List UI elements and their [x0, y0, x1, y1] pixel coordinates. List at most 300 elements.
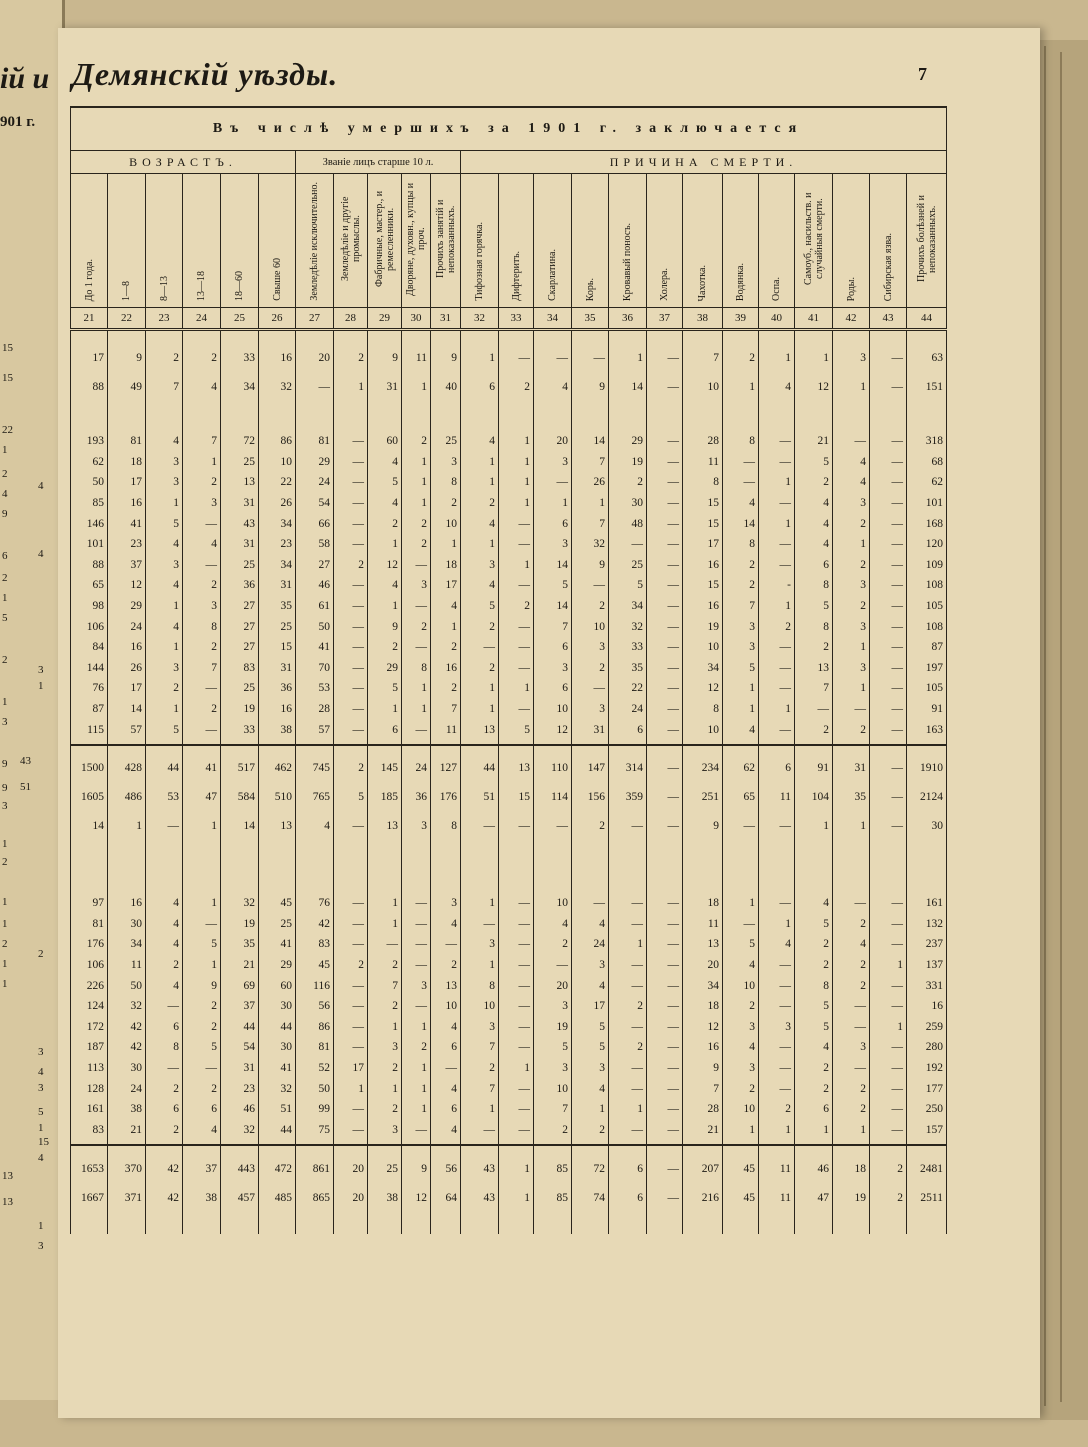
table-cell: 4 [723, 719, 759, 740]
table-cell: 9 [683, 1058, 723, 1079]
empty-cell [368, 330, 402, 344]
column-number: 27 [296, 308, 334, 330]
table-cell: 2 [572, 658, 609, 679]
table-cell: — [499, 1016, 534, 1037]
table-cell: 192 [907, 1058, 947, 1079]
empty-cell [431, 745, 461, 754]
column-header [296, 174, 334, 308]
table-cell: 10 [259, 452, 296, 473]
table-cell: 53 [296, 678, 334, 699]
table-cell: — [870, 637, 907, 658]
table-cell: — [647, 1154, 683, 1183]
table-cell: 10 [431, 996, 461, 1017]
table-cell: 2 [431, 637, 461, 658]
table-row [71, 1037, 947, 1058]
table-cell: — [402, 893, 431, 914]
table-cell: 2 [461, 616, 499, 637]
table-cell: — [334, 699, 368, 720]
empty-cell [499, 330, 534, 344]
empty-cell [833, 745, 870, 754]
table-cell: — [870, 719, 907, 740]
table-cell: 3 [534, 658, 572, 679]
table-cell: 2 [368, 955, 402, 976]
table-cell: 3 [833, 1037, 870, 1058]
left-page-value: 4 [38, 548, 44, 560]
table-cell: 16 [108, 893, 146, 914]
empty-cell [572, 871, 609, 893]
table-cell: 24 [108, 616, 146, 637]
table-cell: 1 [183, 812, 221, 841]
empty-cell [146, 841, 183, 871]
table-cell: 1 [402, 678, 431, 699]
table-cell: 16 [108, 637, 146, 658]
column-header [146, 174, 183, 308]
table-cell: 6 [795, 555, 833, 576]
table-cell: — [870, 783, 907, 812]
table-cell: 2 [146, 343, 183, 372]
empty-cell [183, 401, 221, 431]
table-cell: — [499, 1078, 534, 1099]
table-cell: 20 [534, 431, 572, 452]
empty-cell [108, 330, 146, 344]
table-cell: 3 [534, 534, 572, 555]
column-number: 40 [759, 308, 795, 330]
empty-cell [534, 841, 572, 871]
table-cell: 2 [183, 472, 221, 493]
table-cell: 1 [499, 493, 534, 514]
empty-cell [759, 401, 795, 431]
table-cell: — [833, 1058, 870, 1079]
column-header-label: Роды. [845, 276, 857, 301]
table-cell: 11 [402, 343, 431, 372]
table-cell: 4 [833, 472, 870, 493]
table-row [71, 893, 947, 914]
table-cell: 16 [683, 596, 723, 617]
table-cell: 34 [609, 596, 647, 617]
table-cell: - [759, 575, 795, 596]
empty-cell [146, 745, 183, 754]
table-cell: 58 [296, 534, 334, 555]
left-page-value: 51 [20, 781, 31, 793]
table-cell: 81 [108, 431, 146, 452]
table-cell: 1 [461, 699, 499, 720]
table-cell: 24 [609, 699, 647, 720]
table-cell: — [402, 934, 431, 955]
table-cell: 20 [534, 975, 572, 996]
table-cell: 5 [572, 1016, 609, 1037]
table-cell: — [499, 1119, 534, 1140]
left-page-value: 13 [2, 1170, 13, 1182]
empty-cell [461, 401, 499, 431]
table-cell: 2 [795, 1078, 833, 1099]
table-cell: 42 [296, 914, 334, 935]
table-cell: 443 [221, 1154, 259, 1183]
left-page-year: 901 г. [0, 114, 36, 130]
table-cell: 3 [833, 343, 870, 372]
table-cell: 4 [572, 914, 609, 935]
table-cell: — [402, 1119, 431, 1140]
left-page-value: 6 [2, 550, 8, 562]
table-cell: 156 [572, 783, 609, 812]
table-cell: 4 [534, 914, 572, 935]
table-cell: 28 [296, 699, 334, 720]
table-cell: 33 [221, 343, 259, 372]
left-page-value: 2 [38, 948, 44, 960]
table-cell: 10 [683, 372, 723, 401]
table-cell: 1 [431, 534, 461, 555]
table-cell: 1 [499, 472, 534, 493]
table-cell: 2 [723, 1078, 759, 1099]
table-cell: 6 [759, 754, 795, 783]
table-cell: 4 [431, 1119, 461, 1140]
table-cell: 3 [431, 452, 461, 473]
column-header [461, 174, 499, 308]
table-cell: 147 [572, 754, 609, 783]
table-cell: 2 [572, 1119, 609, 1140]
left-page-value: 1 [2, 896, 8, 908]
table-cell: 23 [221, 1078, 259, 1099]
table-cell: 7 [183, 431, 221, 452]
table-cell: 32 [221, 1119, 259, 1140]
table-cell: — [499, 513, 534, 534]
empty-cell [499, 745, 534, 754]
spacer-row [71, 871, 947, 893]
table-cell: 83 [71, 1119, 108, 1140]
table-cell: 1 [183, 955, 221, 976]
table-cell: 18 [683, 996, 723, 1017]
empty-cell [723, 401, 759, 431]
table-cell: 14 [71, 812, 108, 841]
total-row [71, 1154, 947, 1183]
table-cell: 30 [259, 996, 296, 1017]
empty-cell [759, 330, 795, 344]
column-header [499, 174, 534, 308]
table-cell: 32 [572, 534, 609, 555]
table-cell: 10 [534, 1078, 572, 1099]
table-cell: 1 [402, 699, 431, 720]
table-cell: 41 [259, 1058, 296, 1079]
table-cell: 9 [402, 1154, 431, 1183]
column-header-label: Корь. [584, 277, 596, 301]
left-page-value: 1 [38, 1220, 44, 1232]
table-cell: 2 [609, 472, 647, 493]
table-cell: 3 [461, 1016, 499, 1037]
table-cell: 116 [296, 975, 334, 996]
table-cell: — [609, 975, 647, 996]
table-cell: — [572, 893, 609, 914]
table-cell: 4 [795, 1037, 833, 1058]
table-row [71, 343, 947, 372]
table-cell: — [870, 493, 907, 514]
table-cell: 7 [723, 596, 759, 617]
table-cell: 3 [833, 575, 870, 596]
column-number: 43 [870, 308, 907, 330]
table-cell: 46 [795, 1154, 833, 1183]
table-cell: 2 [183, 1016, 221, 1037]
table-cell: — [723, 812, 759, 841]
column-header [368, 174, 402, 308]
table-cell: 5 [795, 914, 833, 935]
table-cell: 331 [907, 975, 947, 996]
empty-cell [499, 1212, 534, 1234]
table-cell: 21 [795, 431, 833, 452]
table-cell: 6 [183, 1099, 221, 1120]
table-cell: 51 [259, 1099, 296, 1120]
table-cell: 1 [759, 343, 795, 372]
table-cell: — [499, 343, 534, 372]
column-number: 21 [71, 308, 108, 330]
table-cell: — [572, 575, 609, 596]
table-cell: 3 [146, 658, 183, 679]
table-cell: 61 [296, 596, 334, 617]
table-cell: 1 [402, 472, 431, 493]
table-cell: 34 [683, 975, 723, 996]
table-cell: 2 [723, 343, 759, 372]
table-cell: 4 [759, 372, 795, 401]
table-cell: 6 [146, 1099, 183, 1120]
table-cell: 2 [795, 637, 833, 658]
table-cell: 5 [183, 1037, 221, 1058]
table-cell: 12 [534, 719, 572, 740]
table-cell: 7 [683, 1078, 723, 1099]
column-header [647, 174, 683, 308]
empty-cell [402, 1145, 431, 1154]
table-cell: 1 [723, 699, 759, 720]
empty-cell [183, 330, 221, 344]
table-cell: 4 [368, 452, 402, 473]
table-cell: 54 [221, 1037, 259, 1058]
table-cell: 108 [907, 616, 947, 637]
table-cell: 7 [461, 1037, 499, 1058]
table-cell: 10 [723, 1099, 759, 1120]
table-cell: 1 [146, 596, 183, 617]
total-row [71, 754, 947, 783]
table-cell: 54 [296, 493, 334, 514]
empty-cell [461, 1212, 499, 1234]
table-cell: 2 [431, 493, 461, 514]
table-cell: 10 [534, 893, 572, 914]
table-cell: — [499, 1099, 534, 1120]
left-page-value: 9 [2, 782, 8, 794]
table-cell: 7 [534, 1099, 572, 1120]
table-cell: 2 [870, 1154, 907, 1183]
table-cell: 50 [71, 472, 108, 493]
table-row [71, 1119, 947, 1140]
table-cell: 68 [907, 452, 947, 473]
column-number: 34 [534, 308, 572, 330]
table-cell: 25 [431, 431, 461, 452]
table-cell: — [870, 1078, 907, 1099]
empty-cell [795, 745, 833, 754]
empty-cell [146, 401, 183, 431]
table-cell: 1 [402, 1058, 431, 1079]
empty-cell [609, 841, 647, 871]
table-cell: 5 [572, 1037, 609, 1058]
table-cell: 64 [431, 1183, 461, 1212]
table-cell: — [461, 1119, 499, 1140]
spacer-row [71, 1212, 947, 1234]
table-cell: 151 [907, 372, 947, 401]
column-header [759, 174, 795, 308]
table-cell: — [795, 699, 833, 720]
table-cell: — [402, 719, 431, 740]
table-row [71, 555, 947, 576]
table-cell: 3 [402, 575, 431, 596]
left-page-value: 2 [2, 468, 8, 480]
empty-cell [431, 1212, 461, 1234]
column-number: 36 [609, 308, 647, 330]
table-cell: — [870, 678, 907, 699]
table-cell: 1 [609, 1099, 647, 1120]
page-title: Демянскій уѣзды. [72, 56, 339, 92]
left-page-value: 1 [2, 838, 8, 850]
table-cell: 34 [221, 372, 259, 401]
empty-cell [108, 401, 146, 431]
empty-cell [647, 745, 683, 754]
table-cell: 1 [759, 914, 795, 935]
empty-cell [431, 401, 461, 431]
table-cell: 2 [833, 1078, 870, 1099]
table-cell: 4 [183, 1119, 221, 1140]
table-cell: — [647, 812, 683, 841]
table-cell: — [759, 996, 795, 1017]
table-cell: 370 [108, 1154, 146, 1183]
empty-cell [368, 745, 402, 754]
table-row [71, 678, 947, 699]
table-cell: 30 [108, 1058, 146, 1079]
table-cell: 2 [183, 699, 221, 720]
table-cell: 2 [461, 493, 499, 514]
table-cell: — [647, 678, 683, 699]
table-cell: 5 [146, 513, 183, 534]
table-cell: 2 [368, 1099, 402, 1120]
table-cell: — [499, 1037, 534, 1058]
table-cell: 4 [795, 534, 833, 555]
table-cell: 11 [683, 452, 723, 473]
table-row [71, 1058, 947, 1079]
table-cell: — [759, 493, 795, 514]
table-cell: 41 [296, 637, 334, 658]
table-cell: 101 [907, 493, 947, 514]
table-cell: 2 [609, 996, 647, 1017]
empty-cell [183, 841, 221, 871]
empty-cell [609, 401, 647, 431]
table-cell: 2 [499, 596, 534, 617]
table-cell: 10 [572, 616, 609, 637]
empty-cell [402, 745, 431, 754]
table-cell: 20 [683, 955, 723, 976]
table-cell: — [461, 914, 499, 935]
table-cell: — [647, 555, 683, 576]
table-cell: — [334, 914, 368, 935]
table-cell: 3 [759, 1016, 795, 1037]
empty-cell [108, 745, 146, 754]
table-cell: 371 [108, 1183, 146, 1212]
empty-cell [572, 1145, 609, 1154]
table-cell: 7 [146, 372, 183, 401]
empty-cell [402, 401, 431, 431]
table-cell: 31 [572, 719, 609, 740]
table-cell: 1 [368, 893, 402, 914]
empty-cell [221, 1212, 259, 1234]
table-cell: 6 [431, 1037, 461, 1058]
table-cell: 314 [609, 754, 647, 783]
table-cell: 4 [833, 452, 870, 473]
empty-cell [723, 745, 759, 754]
column-header-label: Скарлатина. [547, 249, 558, 301]
table-cell: 207 [683, 1154, 723, 1183]
table-row [71, 452, 947, 473]
table-cell: 45 [296, 955, 334, 976]
table-cell: 2 [723, 996, 759, 1017]
table-cell: 1 [795, 812, 833, 841]
page-edge-line [1044, 46, 1046, 1406]
table-cell: 2481 [907, 1154, 947, 1183]
table-cell: 3 [402, 812, 431, 841]
table-cell: 5 [609, 575, 647, 596]
table-cell: — [334, 658, 368, 679]
empty-cell [431, 871, 461, 893]
table-cell: 19 [609, 452, 647, 473]
table-row [71, 472, 947, 493]
table-cell: 81 [71, 914, 108, 935]
empty-cell [795, 401, 833, 431]
table-cell: 2 [334, 343, 368, 372]
table-cell: — [647, 1016, 683, 1037]
table-cell: — [368, 934, 402, 955]
table-cell: 32 [259, 1078, 296, 1099]
empty-cell [572, 401, 609, 431]
table-cell: 66 [296, 513, 334, 534]
table-cell: 2 [146, 678, 183, 699]
table-cell: 6 [609, 1183, 647, 1212]
table-cell: — [759, 452, 795, 473]
empty-cell [296, 330, 334, 344]
left-page-value: 1 [2, 444, 8, 456]
table-cell: 32 [221, 893, 259, 914]
table-cell: — [833, 893, 870, 914]
table-row [71, 493, 947, 514]
table-cell: 6 [534, 637, 572, 658]
table-cell: — [183, 914, 221, 935]
table-cell: 1 [759, 513, 795, 534]
table-cell: — [759, 658, 795, 679]
column-number: 25 [221, 308, 259, 330]
table-cell: 37 [221, 996, 259, 1017]
table-cell: 17 [71, 343, 108, 372]
empty-cell [647, 871, 683, 893]
table-cell: 31 [221, 1058, 259, 1079]
left-page-value: 4 [38, 1152, 44, 1164]
empty-cell [833, 1145, 870, 1154]
empty-cell [71, 871, 108, 893]
table-cell: 1667 [71, 1183, 108, 1212]
empty-cell [183, 871, 221, 893]
empty-cell [870, 330, 907, 344]
table-cell: 2 [833, 719, 870, 740]
table-cell: 8 [146, 1037, 183, 1058]
table-cell: 13 [795, 658, 833, 679]
table-cell: 29 [108, 596, 146, 617]
table-cell: 44 [461, 754, 499, 783]
table-cell: 84 [71, 637, 108, 658]
empty-cell [795, 1145, 833, 1154]
left-page-value: 4 [38, 480, 44, 492]
table-cell: — [647, 1183, 683, 1212]
table-cell: 1 [146, 493, 183, 514]
empty-cell [723, 1212, 759, 1234]
table-cell: 457 [221, 1183, 259, 1212]
